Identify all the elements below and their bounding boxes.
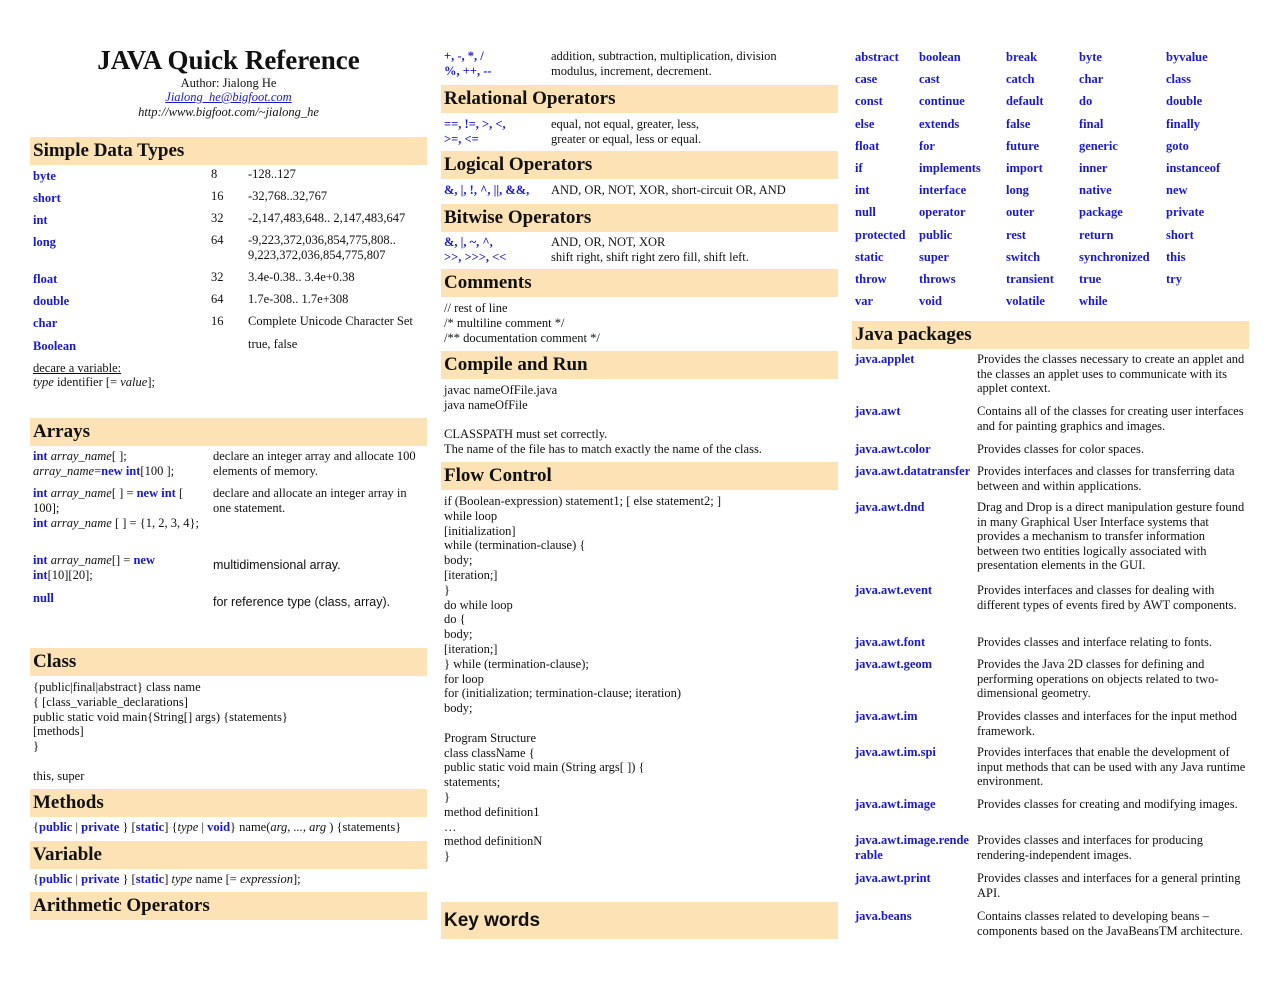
section-heading-compile: Compile and Run: [441, 351, 838, 379]
package-desc: Provides classes and interfaces for the input method framework.: [977, 709, 1237, 738]
keyword: const: [855, 94, 883, 109]
flow-line: while loop: [444, 508, 498, 523]
keyword: byte: [1079, 50, 1102, 64]
class-line: }: [33, 739, 39, 754]
keyword: true: [1079, 272, 1102, 286]
this-super: this, super: [33, 769, 85, 783]
bitwise-desc: AND, OR, NOT, XOR shift right, shift right zero fill, shift left.: [551, 235, 749, 264]
keyword: float: [855, 138, 880, 153]
type-name: double: [33, 294, 70, 308]
variable-syntax: {public | private } [static] type name [= expression];: [33, 872, 301, 886]
class-line: { [class_variable_declarations]: [33, 694, 188, 709]
methods-syntax: {public | private } [static] {type | void} name(arg, ..., arg ) {statements}: [33, 820, 402, 834]
logical-ops: &, |, !, ^, ||, &&,: [444, 183, 530, 197]
flow-line: do while loop: [444, 597, 513, 612]
flow-line: body;: [444, 553, 473, 568]
compile-line: The name of the file has to match exactly the name of the class.: [444, 442, 762, 457]
keyword: synchronized: [1079, 249, 1150, 264]
flow-line: }: [444, 790, 450, 804]
keyword: while: [1079, 294, 1108, 309]
flow-line: }: [444, 849, 450, 864]
type-range: -9,223,372,036,854,775,808..: [248, 233, 396, 247]
keyword: public: [919, 227, 953, 242]
section-heading-comments: Comments: [441, 269, 838, 297]
package-name: java.awt.im.spi: [855, 745, 936, 759]
keyword: default: [1006, 94, 1044, 109]
declare-syntax: [33, 375, 155, 390]
section-heading-class: Class: [30, 648, 427, 676]
homepage-link[interactable]: http://www.bigfoot.com/~jialong_he: [138, 105, 319, 119]
keyword: native: [1079, 183, 1112, 198]
flow-line: public static void main (String args[ ]) {: [444, 760, 645, 775]
package-desc: Provides classes and interfaces for a general printing API.: [977, 871, 1241, 900]
package-desc: Provides classes for color spaces.: [977, 442, 1144, 456]
array-desc-2: declare and allocate an integer array in one statement.: [213, 486, 407, 515]
package-desc: Provides classes for creating and modifying images.: [977, 797, 1238, 811]
package-name: java.awt.print: [855, 871, 931, 885]
keyword: volatile: [1006, 294, 1045, 309]
flow-line: method definitionN: [444, 834, 543, 849]
keyword: void: [919, 294, 942, 309]
compile-line: java nameOfFile: [444, 397, 528, 412]
keyword: interface: [919, 183, 967, 198]
keyword: package: [1079, 205, 1123, 220]
package-desc: Contains classes related to developing beans – components based on the JavaBeansTM architecture.: [977, 909, 1243, 938]
package-name: java.awt.image.renderable: [855, 833, 969, 862]
keyword: instanceof: [1166, 161, 1221, 175]
type-name: short: [33, 191, 61, 205]
package-name: java.awt.color: [855, 442, 931, 456]
keyword: implements: [919, 161, 981, 175]
type-range: 3.4e-0.38.. 3.4e+0.38: [248, 270, 355, 284]
section-heading-relational: Relational Operators: [441, 85, 838, 113]
type-name: char: [33, 316, 58, 330]
keyword: super: [919, 249, 949, 264]
package-name: java.beans: [855, 909, 912, 923]
keyword: import: [1006, 161, 1043, 175]
keyword: try: [1166, 272, 1182, 286]
logical-desc: AND, OR, NOT, XOR, short-circuit OR, AND: [551, 183, 786, 197]
section-heading-logical: Logical Operators: [441, 151, 838, 179]
flow-line: …: [444, 819, 457, 834]
keyword: int: [855, 183, 870, 198]
type-name: int: [33, 213, 48, 227]
bitwise-ops: &, |, ~, ^, >>, >>>, <<: [444, 235, 507, 264]
package-desc: Contains all of the classes for creating user interfaces and for painting graphics and images.: [977, 404, 1244, 433]
type-bits: 16: [211, 314, 224, 328]
email-link[interactable]: Jialong_he@bigfoot.com: [165, 90, 292, 104]
keyword: switch: [1006, 249, 1041, 264]
keyword: false: [1006, 116, 1031, 131]
keyword: throws: [919, 272, 956, 286]
package-name: java.awt.image: [855, 797, 936, 811]
flow-line: [initialization]: [444, 523, 516, 538]
flow-line: if (Boolean-expression) statement1; [ else statement2; ]: [444, 494, 721, 508]
comment-line: /** documentation comment */: [444, 330, 600, 345]
package-name: java.awt.dnd: [855, 500, 925, 514]
section-heading-flow-control: Flow Control: [441, 462, 838, 490]
keyword: do: [1079, 94, 1093, 109]
page-title: JAVA Quick Reference: [97, 45, 360, 75]
comment-line: /* multiline comment */: [444, 315, 565, 330]
package-name: java.awt.geom: [855, 657, 933, 671]
array-example-3: int array_name[] = new int[10][20];: [33, 553, 155, 582]
array-desc-4: for reference type (class, array).: [213, 595, 391, 609]
null-keyword: null: [33, 591, 54, 605]
package-desc: Provides interfaces and classes for transferring data between and within applications.: [977, 464, 1235, 493]
package-desc: Provides the Java 2D classes for defining and performing operations on objects related to two-dimensional geometry.: [977, 657, 1219, 701]
flow-line: [iteration;]: [444, 568, 498, 582]
keyword: inner: [1079, 161, 1108, 175]
declare-label: decare a variable:: [33, 361, 122, 375]
section-heading-arithmetic: Arithmetic Operators: [30, 892, 427, 920]
section-heading-simple-types: Simple Data Types: [30, 137, 427, 165]
section-heading-variable: Variable: [30, 841, 427, 869]
flow-line: while (termination-clause) {: [444, 538, 586, 553]
flow-line: class className {: [444, 745, 535, 760]
section-heading-arrays: Arrays: [30, 418, 427, 446]
declare-rest: identifier [=: [53, 375, 121, 389]
keyword: operator: [919, 205, 966, 220]
type-bits: 8: [211, 167, 218, 181]
keyword: null: [855, 205, 876, 220]
keyword: transient: [1006, 272, 1054, 286]
keyword: double: [1166, 94, 1203, 109]
flow-line: }: [444, 582, 450, 597]
arith-desc: addition, subtraction, multiplication, division modulus, increment, decrement.: [551, 49, 777, 78]
keyword: else: [855, 116, 875, 131]
comment-line: // rest of line: [444, 301, 508, 315]
type-range-cont: 9,223,372,036,854,775,807: [248, 248, 386, 262]
type-range: true, false: [248, 337, 298, 351]
type-name: byte: [33, 169, 56, 183]
keyword: case: [855, 72, 878, 87]
keyword: if: [855, 161, 863, 175]
keyword: goto: [1166, 138, 1189, 153]
type-bits: 64: [211, 233, 224, 247]
keyword: finally: [1166, 116, 1201, 131]
keyword: abstract: [855, 50, 899, 64]
compile-line: javac nameOfFile.java: [444, 383, 558, 397]
relational-ops: ==, !=, >, <, >=, <=: [444, 117, 506, 146]
type-range: 1.7e-308.. 1.7e+308: [248, 292, 349, 306]
flow-line: for (initialization; termination-clause; iteration): [444, 686, 682, 701]
array-example-1: int array_name[ ]; array_name=new int[100 ];: [33, 449, 175, 478]
keyword: var: [855, 294, 874, 309]
type-bits: 16: [211, 189, 224, 203]
class-line: {public|final|abstract} class name: [33, 680, 201, 694]
package-desc: Provides interfaces that enable the development of input methods that can be used with any Java runtime environment.: [977, 745, 1246, 789]
type-range: -32,768..32,767: [248, 189, 328, 203]
declare-end: ];: [147, 375, 155, 389]
section-heading-methods: Methods: [30, 789, 427, 817]
keyword: final: [1079, 116, 1104, 131]
declare-type: type: [33, 375, 54, 389]
package-desc: Provides classes and interface relating to fonts.: [977, 635, 1212, 649]
keyword: static: [855, 249, 884, 264]
keyword: protected: [855, 227, 906, 242]
keyword: throw: [855, 272, 887, 286]
package-name: java.awt.im: [855, 709, 918, 723]
array-desc-3: multidimensional array.: [213, 558, 341, 572]
type-name: long: [33, 235, 56, 249]
keyword: catch: [1006, 72, 1035, 87]
type-range: -128..127: [248, 167, 296, 181]
flow-line: for loop: [444, 671, 484, 686]
package-desc: Provides the classes necessary to create an applet and the classes an applet uses to communicate with its applet context.: [977, 352, 1245, 396]
relational-desc: equal, not equal, greater, less, greater or equal, less or equal.: [551, 117, 702, 146]
compile-line: [444, 413, 447, 428]
package-desc: Provides interfaces and classes for dealing with different types of events fired by AWT components.: [977, 583, 1237, 612]
section-heading-keywords: Key words: [441, 902, 838, 939]
type-range: -2,147,483,648.. 2,147,483,647: [248, 211, 406, 225]
keyword: for: [919, 138, 935, 153]
keyword: boolean: [919, 50, 961, 64]
type-bits: 64: [211, 292, 224, 306]
keyword: long: [1006, 183, 1029, 198]
compile-line: CLASSPATH must set correctly.: [444, 427, 608, 442]
keyword: continue: [919, 94, 965, 109]
flow-line: [iteration;]: [444, 642, 498, 656]
flow-line: do {: [444, 612, 466, 627]
flow-line: body;: [444, 701, 473, 716]
package-name: java.awt: [855, 404, 901, 418]
keyword: private: [1166, 205, 1205, 220]
keyword: generic: [1079, 138, 1118, 153]
section-heading-packages: Java packages: [852, 321, 1249, 349]
arith-ops: +, -, *, / %, ++, --: [444, 49, 492, 78]
flow-line: Program Structure: [444, 730, 536, 745]
flow-line: } while (termination-clause);: [444, 656, 589, 671]
flow-line: statements;: [444, 775, 501, 790]
type-range: Complete Unicode Character Set: [248, 314, 413, 328]
keyword: short: [1166, 227, 1194, 242]
keyword: outer: [1006, 205, 1035, 220]
flow-line: method definition1: [444, 804, 540, 819]
package-name: java.awt.datatransfer: [855, 464, 971, 478]
package-name: java.awt.event: [855, 583, 933, 597]
keyword: new: [1166, 183, 1188, 198]
keyword: char: [1079, 72, 1104, 87]
declare-value: value: [120, 375, 148, 389]
keyword: future: [1006, 138, 1040, 153]
class-line: public static void main{String[] args) {statements}: [33, 709, 288, 724]
type-bits: 32: [211, 211, 224, 225]
package-name: java.awt.font: [855, 635, 926, 649]
keyword: return: [1079, 227, 1114, 242]
package-desc: Drag and Drop is a direct manipulation gesture found in many Graphical User Interface systems that provides a mechanism to transfer information between two entities logically associated with presentation elements in the GUI.: [977, 500, 1245, 573]
package-name: java.applet: [855, 352, 915, 366]
keyword: break: [1006, 50, 1038, 64]
array-desc-1: declare an integer array and allocate 100 elements of memory.: [213, 449, 416, 478]
keyword: rest: [1006, 227, 1026, 242]
keyword: class: [1166, 72, 1191, 87]
flow-line: [444, 716, 447, 731]
keyword: byvalue: [1166, 50, 1208, 64]
section-heading-bitwise: Bitwise Operators: [441, 204, 838, 232]
author-line: Author: Jialong He: [180, 76, 277, 90]
keyword: this: [1166, 249, 1186, 264]
type-name: Boolean: [33, 339, 77, 353]
package-desc: Provides classes and interfaces for producing rendering-independent images.: [977, 833, 1203, 862]
keyword: extends: [919, 116, 960, 131]
type-name: float: [33, 272, 58, 286]
class-line: [methods]: [33, 724, 84, 739]
keyword: cast: [919, 72, 940, 87]
flow-line: body;: [444, 627, 473, 642]
type-bits: 32: [211, 270, 224, 284]
array-example-2: int array_name[ ] = new int [ 100]; int array_name [ ] = {1, 2, 3, 4};: [33, 486, 199, 530]
